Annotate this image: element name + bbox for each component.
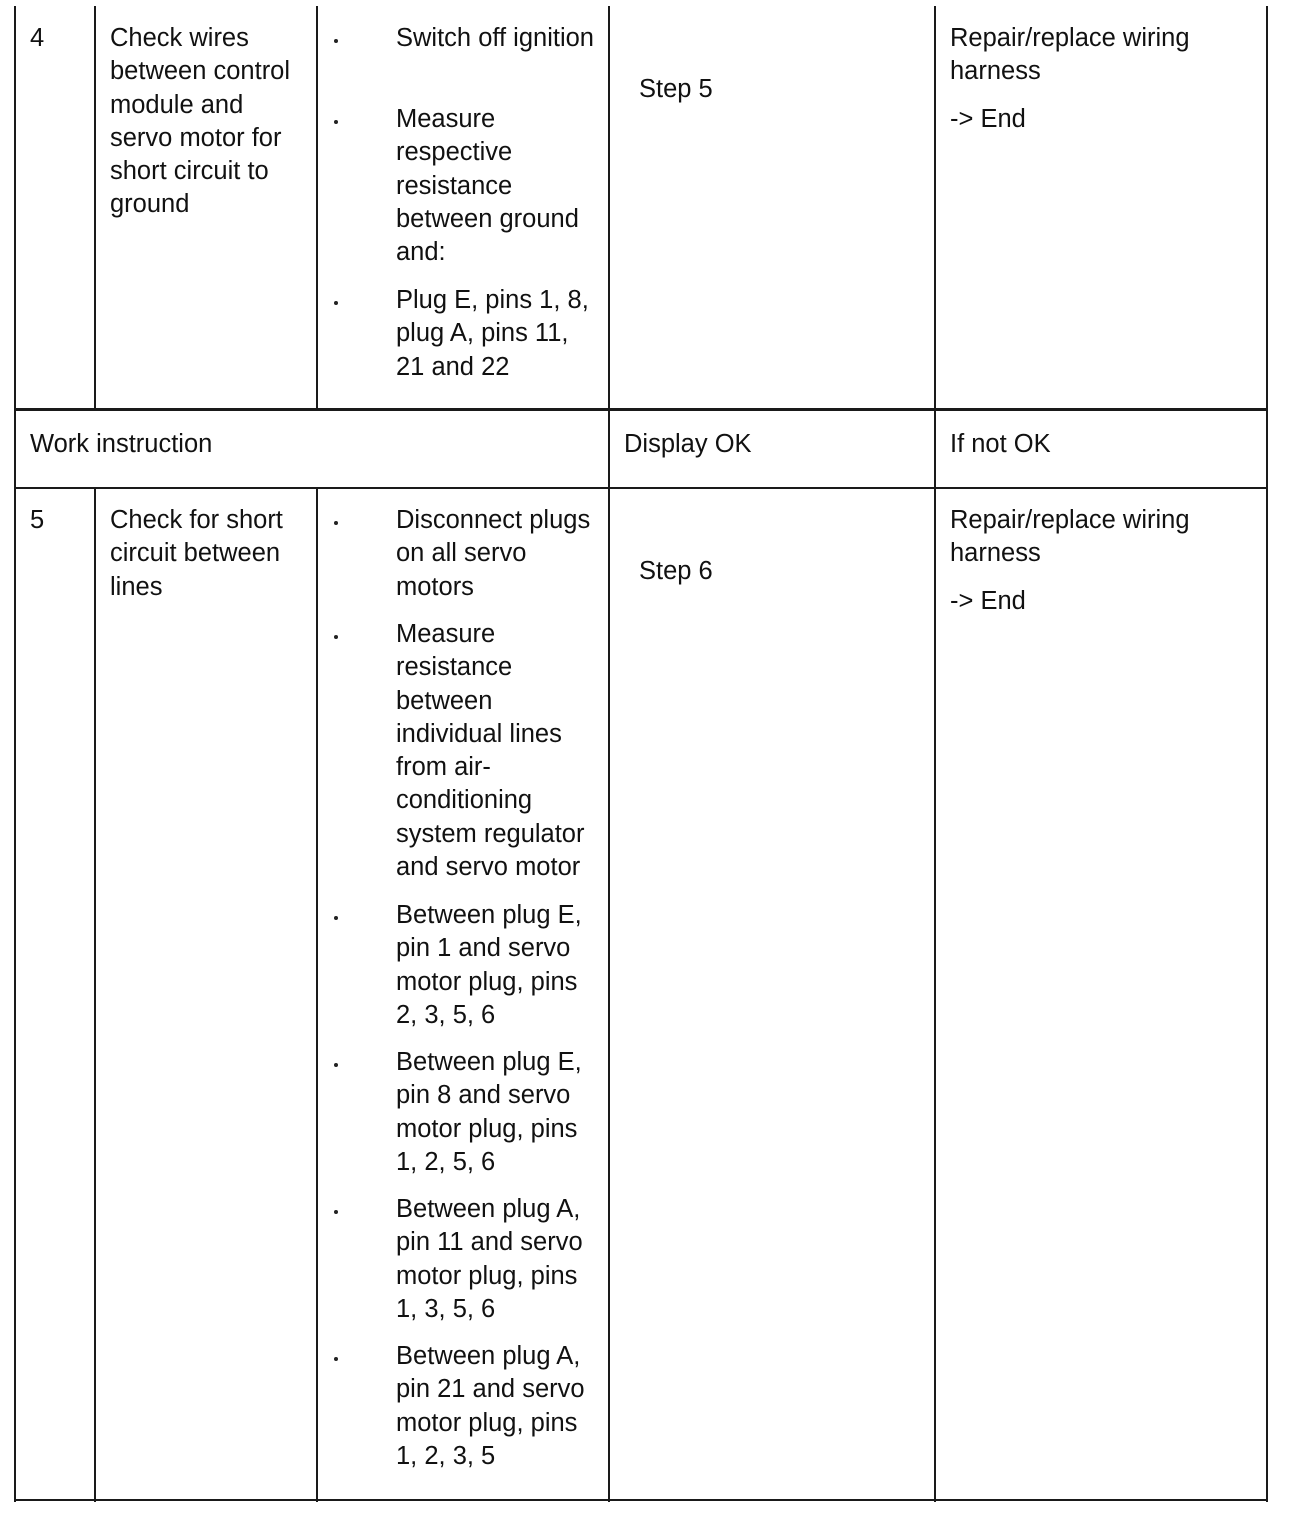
bullet-icon — [334, 39, 338, 43]
if-not-ok-next: -> End — [950, 105, 1026, 133]
divider-row4-bottom — [14, 408, 1268, 411]
divider-step-col — [94, 488, 96, 1502]
bullet-icon — [334, 635, 338, 639]
bullet-icon — [334, 1210, 338, 1214]
action-item: Between plug A, pin 21 and servo motor plug, pins 1, 2, 3, 5 — [396, 1342, 585, 1470]
step-number: 4 — [30, 24, 45, 52]
bullet-icon — [334, 120, 338, 124]
divider-display-col — [608, 6, 610, 1502]
display-ok-value: Step 6 — [639, 557, 713, 585]
display-ok-value: Step 5 — [639, 75, 713, 103]
bullet-icon — [334, 521, 338, 525]
diagnostic-table — [14, 6, 1270, 1502]
header-work-instruction: Work instruction — [30, 430, 213, 458]
if-not-ok-next: -> End — [950, 587, 1026, 615]
action-item: Between plug E, pin 8 and servo motor plug, pins 1, 2, 5, 6 — [396, 1048, 582, 1176]
header-if-not-ok: If not OK — [950, 430, 1051, 458]
divider-task-col — [316, 6, 318, 410]
divider-task-col — [316, 488, 318, 1502]
divider-step-col — [94, 6, 96, 410]
header-display-ok: Display OK — [624, 430, 752, 458]
action-item: Disconnect plugs on all servo motors — [396, 506, 591, 601]
bullet-icon — [334, 1357, 338, 1361]
divider-header-bottom — [14, 487, 1268, 489]
action-item: Between plug A, pin 11 and servo motor plug, pins 1, 3, 5, 6 — [396, 1195, 583, 1323]
action-item: Between plug E, pin 1 and servo motor plug, pins 2, 3, 5, 6 — [396, 901, 582, 1029]
action-item: Switch off ignition — [396, 24, 594, 52]
border-left — [14, 6, 16, 1502]
if-not-ok-action: Repair/replace wiring harness — [950, 506, 1190, 568]
task-description: Check wires between control module and servo motor for short circuit to ground — [110, 24, 291, 219]
action-item: Measure respective resistance between ground and: — [396, 105, 579, 267]
border-bottom — [14, 1499, 1268, 1501]
divider-notok-col — [934, 6, 936, 1502]
bullet-icon — [334, 1063, 338, 1067]
bullet-icon — [334, 916, 338, 920]
action-item: Plug E, pins 1, 8, plug A, pins 11, 21 and 22 — [396, 286, 589, 381]
action-item: Measure resistance between individual lines from air-conditioning system regulator and servo motor — [396, 620, 585, 882]
border-right — [1266, 6, 1268, 1502]
bullet-icon — [334, 301, 338, 305]
if-not-ok-action: Repair/replace wiring harness — [950, 24, 1190, 86]
task-description: Check for short circuit between lines — [110, 506, 283, 601]
step-number: 5 — [30, 506, 45, 534]
